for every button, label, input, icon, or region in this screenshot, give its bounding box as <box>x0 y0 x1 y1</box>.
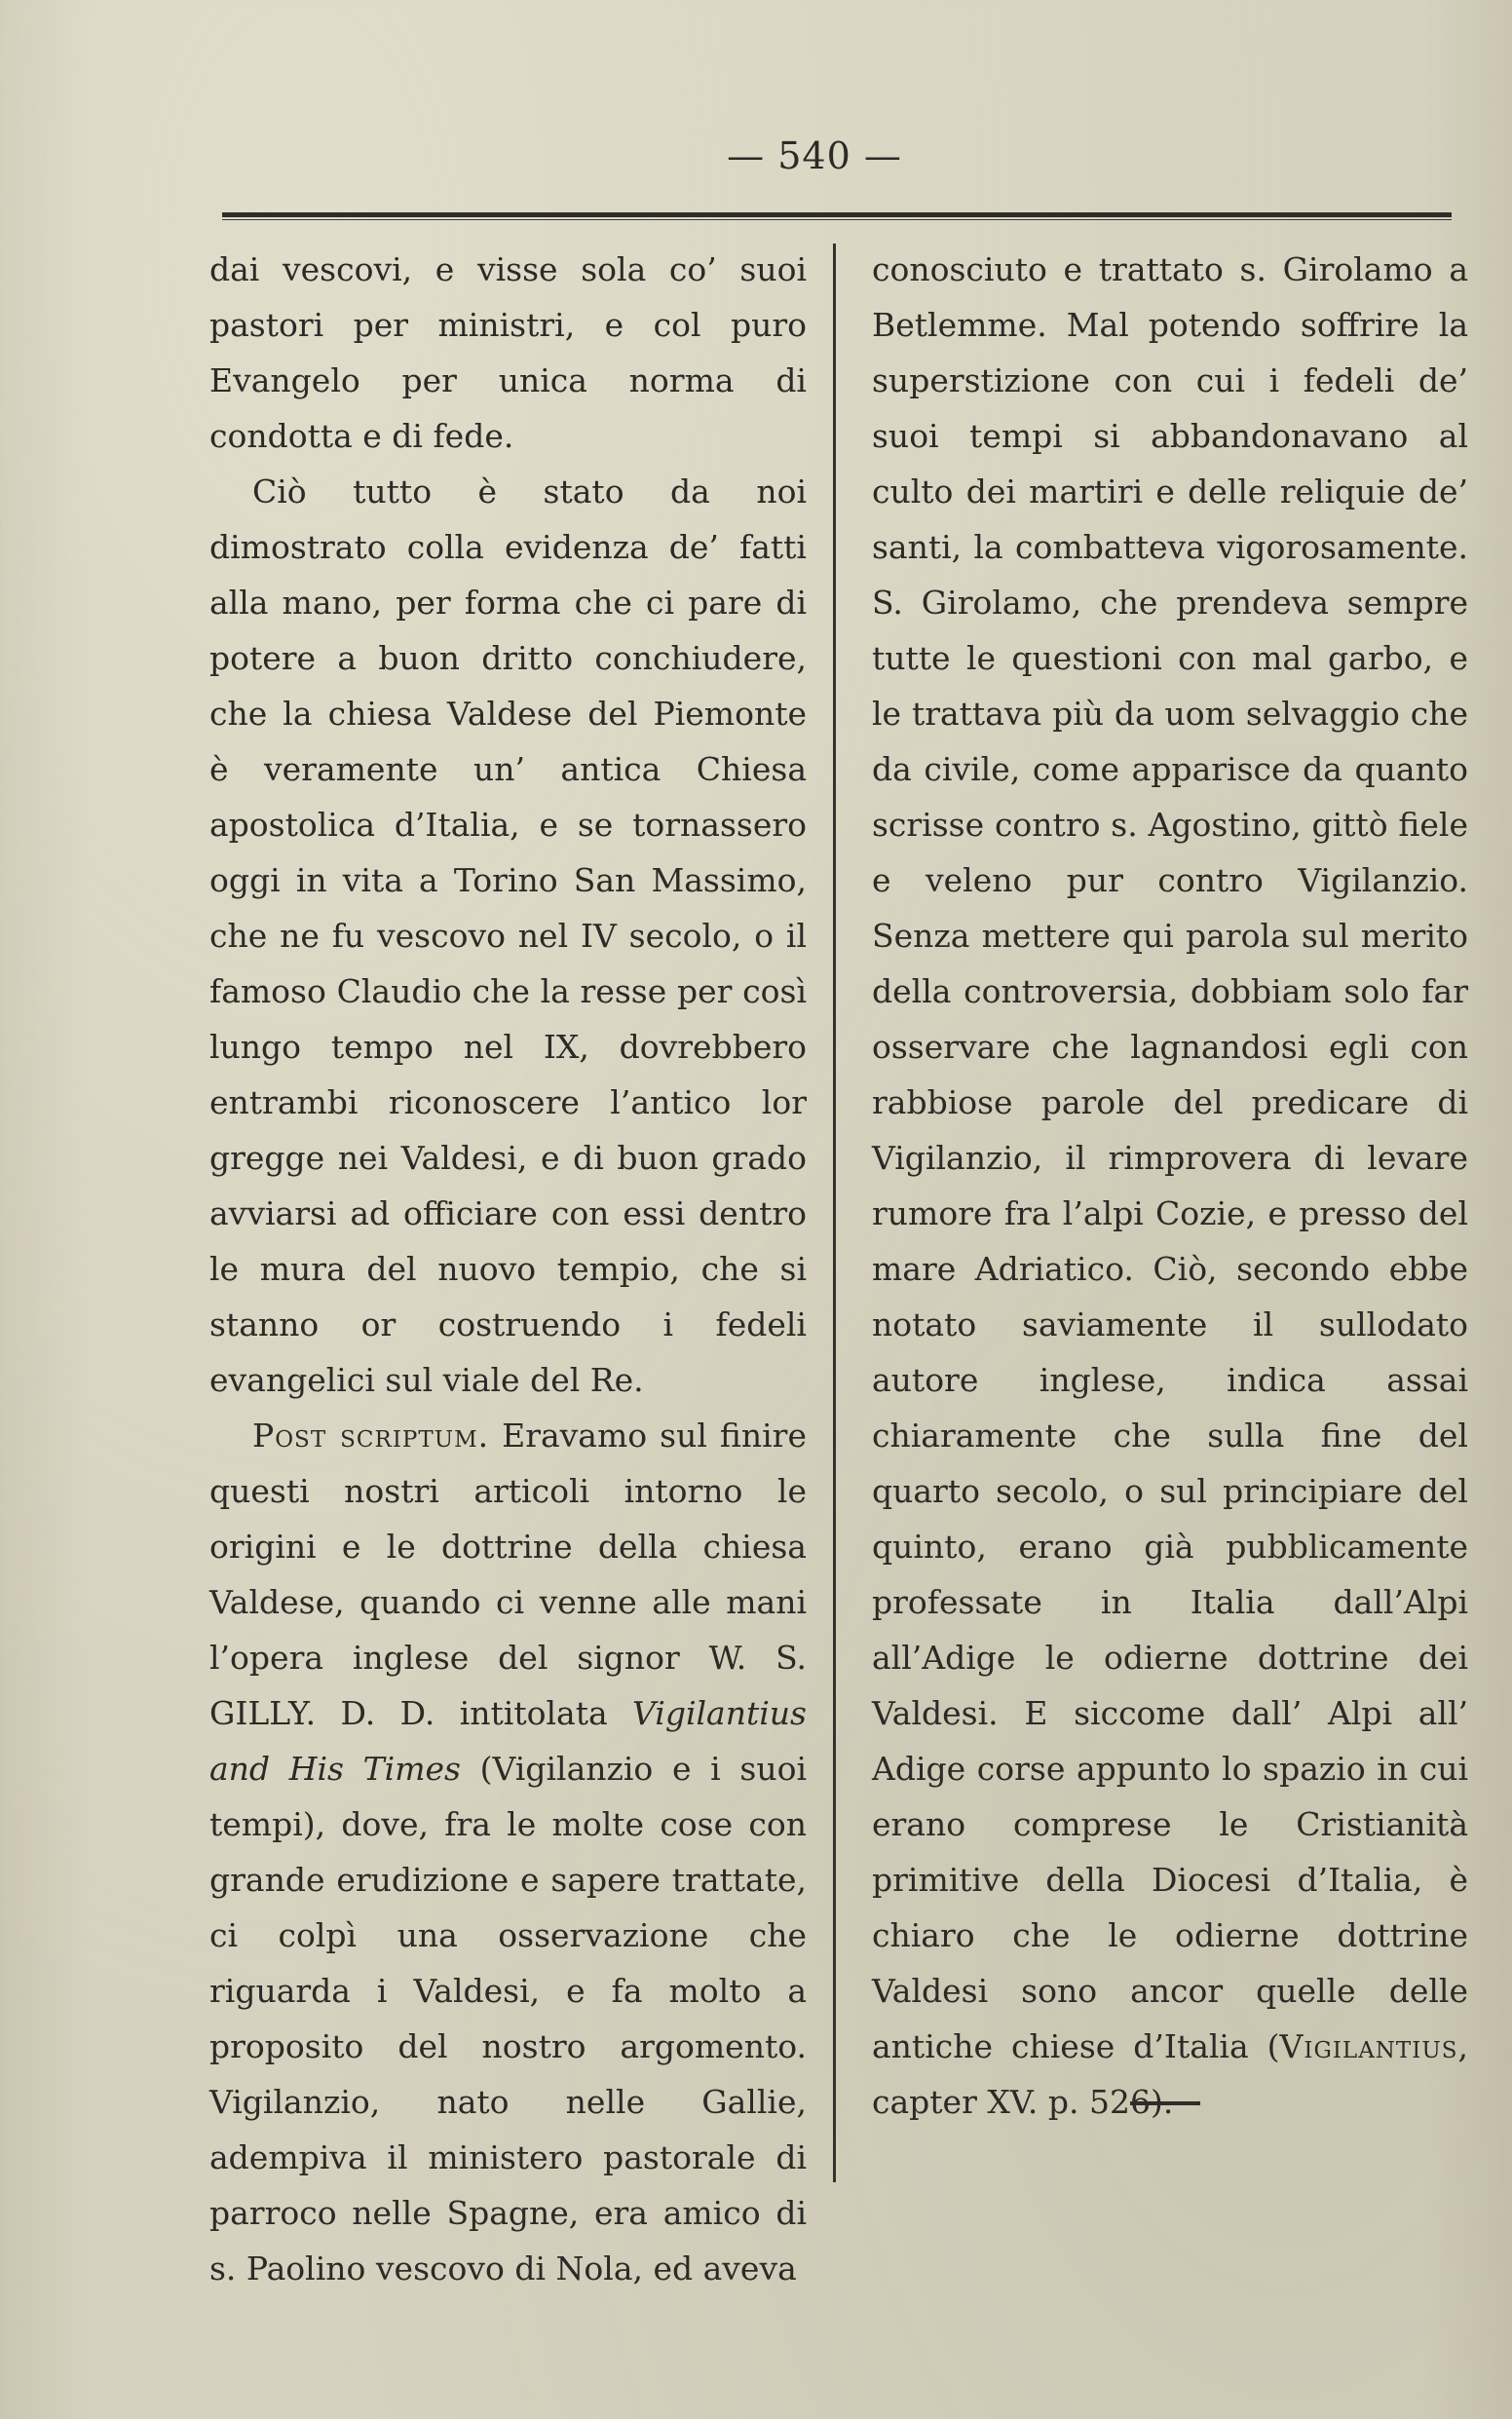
right-paragraph-1-text-b: , capter XV. p. 526). <box>872 2027 1468 2121</box>
end-rule <box>1130 2101 1200 2105</box>
left-paragraph-3 <box>209 1408 807 2296</box>
right-paragraph-1-text-a: conosciuto e trattato s. Girolamo a Betlemme. Mal potendo soffrire la superstizione con cui i fedeli de’ suoi tempi si abbandonavano al culto dei martiri e delle reliquie de’ santi, la combatteva vigorosamente. S. Girolamo, che prendeva sempre tutte le questioni con mal garbo, e le trattava più da uom selvaggio che da civile, come apparisce da quanto scrisse contro s. Agostino, gittò fiele e veleno pur contro Vigilanzio. Senza mettere qui parola sul merito della controversia, dobbiam solo far osservare che lagnandosi egli con rabbiose parole del predicare di Vigilanzio, il rimprovera di levare rumore fra l’alpi Cozie, e presso del mare Adriatico. Ciò, secondo ebbe notato saviamente il sullodato autore inglese, indica assai chiaramente che sulla fine del quarto secolo, o sul principiare del quinto, erano già pubblicamente professate in Italia dall’Alpi all’Adige le odierne dottrine dei Valdesi. E siccome dall’ Alpi all’ Adige corse appunto lo spazio in cui erano comprese le Cristianità primitive della Diocesi d’Italia, è chiaro che le odierne dottrine Valdesi sono ancor quelle delle antiche chiese d’Italia ( <box>872 250 1468 2065</box>
page-number: — 540 — <box>727 134 902 177</box>
header-rule <box>222 212 1452 220</box>
left-paragraph-3-text-b: (Vigilanzio e i suoi tempi), dove, fra le molte cose con grande erudizione e sapere trattate, ci colpì una osservazione che riguarda i Valdesi, e fa molto a proposito del nostro argomento. Vigilanzio, nato nelle Gallie, adempiva il ministero pastorale di parroco nelle Spagne, era amico di s. Paolino vescovo di Nola, ed aveva <box>209 1750 807 2287</box>
left-paragraph-3-text-a: Eravamo sul finire questi nostri articoli intorno le origini e le dottrine della chiesa Valdese, quando ci venne alle mani l’opera inglese del signor W. S. GILLY. D. D. intitolata <box>209 1417 807 1732</box>
right-column <box>872 242 1468 2130</box>
left-paragraph-1: dai vescovi, e visse sola co’ suoi pastori per ministri, e col puro Evangelo per unica norma di condotta e di fede. <box>209 250 807 455</box>
book-title: Vigilantius and His Times <box>209 1694 807 1788</box>
right-paragraph-1 <box>872 242 1468 2130</box>
left-column <box>209 242 807 2296</box>
post-scriptum-label: Post scriptum. <box>252 1417 490 1455</box>
column-divider <box>833 244 836 2182</box>
citation-title: Vigilantius <box>1279 2027 1458 2065</box>
left-paragraph-2: Ciò tutto è stato da noi dimostrato colla evidenza de’ fatti alla mano, per forma che ci pare di potere a buon dritto conchiudere, che la chiesa Valdese del Piemonte è veramente un’ antica Chiesa apostolica d’Italia, e se tornassero oggi in vita a Torino San Massimo, che ne fu vescovo nel IV secolo, o il famoso Claudio che la resse per così lungo tempo nel IX, dovrebbero entrambi riconoscere l’antico lor gregge nei Valdesi, e di buon grado avviarsi ad officiare con essi dentro le mura del nuovo tempio, che si stanno or costruendo i fedeli evangelici sul viale del Re. <box>209 472 807 1399</box>
